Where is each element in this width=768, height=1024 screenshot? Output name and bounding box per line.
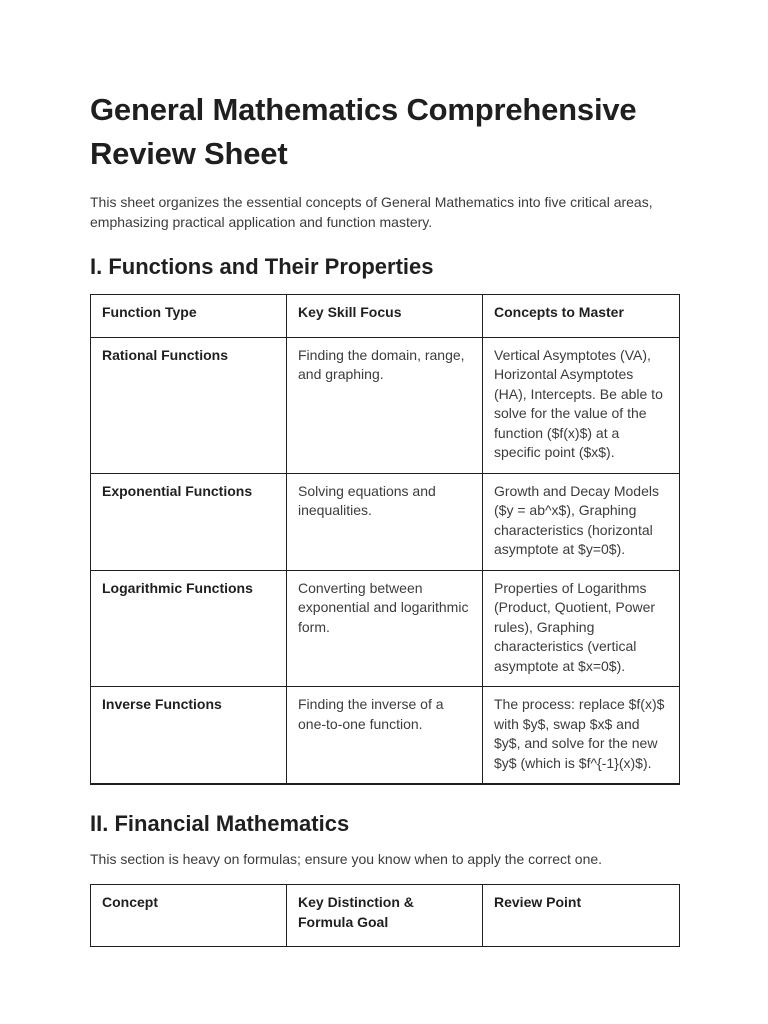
function-type-cell: Inverse Functions bbox=[91, 687, 287, 785]
concepts-cell: Growth and Decay Models ($y = ab^x$), Graphing characteristics (horizontal asymptote at $y=0$). bbox=[483, 473, 680, 570]
skill-focus-cell: Finding the inverse of a one-to-one function. bbox=[287, 687, 483, 785]
column-header: Function Type bbox=[91, 295, 287, 338]
section-heading-financial: II. Financial Mathematics bbox=[90, 811, 350, 836]
concepts-cell: The process: replace $f(x)$ with $y$, swap $x$ and $y$, and solve for the new $y$ (which is $f^{-1}(x)$). bbox=[483, 687, 680, 785]
page-title: General Mathematics Comprehensive Review Sheet bbox=[90, 92, 637, 171]
table-header-row bbox=[91, 885, 680, 947]
skill-focus-cell: Converting between exponential and logarithmic form. bbox=[287, 570, 483, 687]
section-heading-functions: I. Functions and Their Properties bbox=[90, 254, 434, 279]
table-row bbox=[91, 337, 680, 473]
column-header: Key Skill Focus bbox=[287, 295, 483, 338]
skill-focus-cell: Solving equations and inequalities. bbox=[287, 473, 483, 570]
table-row bbox=[91, 570, 680, 687]
table-row bbox=[91, 473, 680, 570]
concepts-cell: Properties of Logarithms (Product, Quotient, Power rules), Graphing characteristics (vertical asymptote at $x=0$). bbox=[483, 570, 680, 687]
concepts-cell: Vertical Asymptotes (VA), Horizontal Asymptotes (HA), Intercepts. Be able to solve for the value of the function ($f(x)$) at a specific point ($x$). bbox=[483, 337, 680, 473]
financial-table bbox=[90, 884, 680, 947]
functions-table bbox=[90, 294, 680, 785]
table-header-row bbox=[91, 295, 680, 338]
column-header: Key Distinction & Formula Goal bbox=[287, 885, 483, 947]
section-description: This section is heavy on formulas; ensure you know when to apply the correct one. bbox=[90, 851, 603, 867]
table-row bbox=[91, 687, 680, 785]
column-header: Concept bbox=[91, 885, 287, 947]
intro-paragraph: This sheet organizes the essential concepts of General Mathematics into five critical areas, emphasizing practical application and function mastery. bbox=[90, 194, 653, 230]
skill-focus-cell: Finding the domain, range, and graphing. bbox=[287, 337, 483, 473]
function-type-cell: Exponential Functions bbox=[91, 473, 287, 570]
function-type-cell: Rational Functions bbox=[91, 337, 287, 473]
column-header: Concepts to Master bbox=[483, 295, 680, 338]
function-type-cell: Logarithmic Functions bbox=[91, 570, 287, 687]
column-header: Review Point bbox=[483, 885, 680, 947]
